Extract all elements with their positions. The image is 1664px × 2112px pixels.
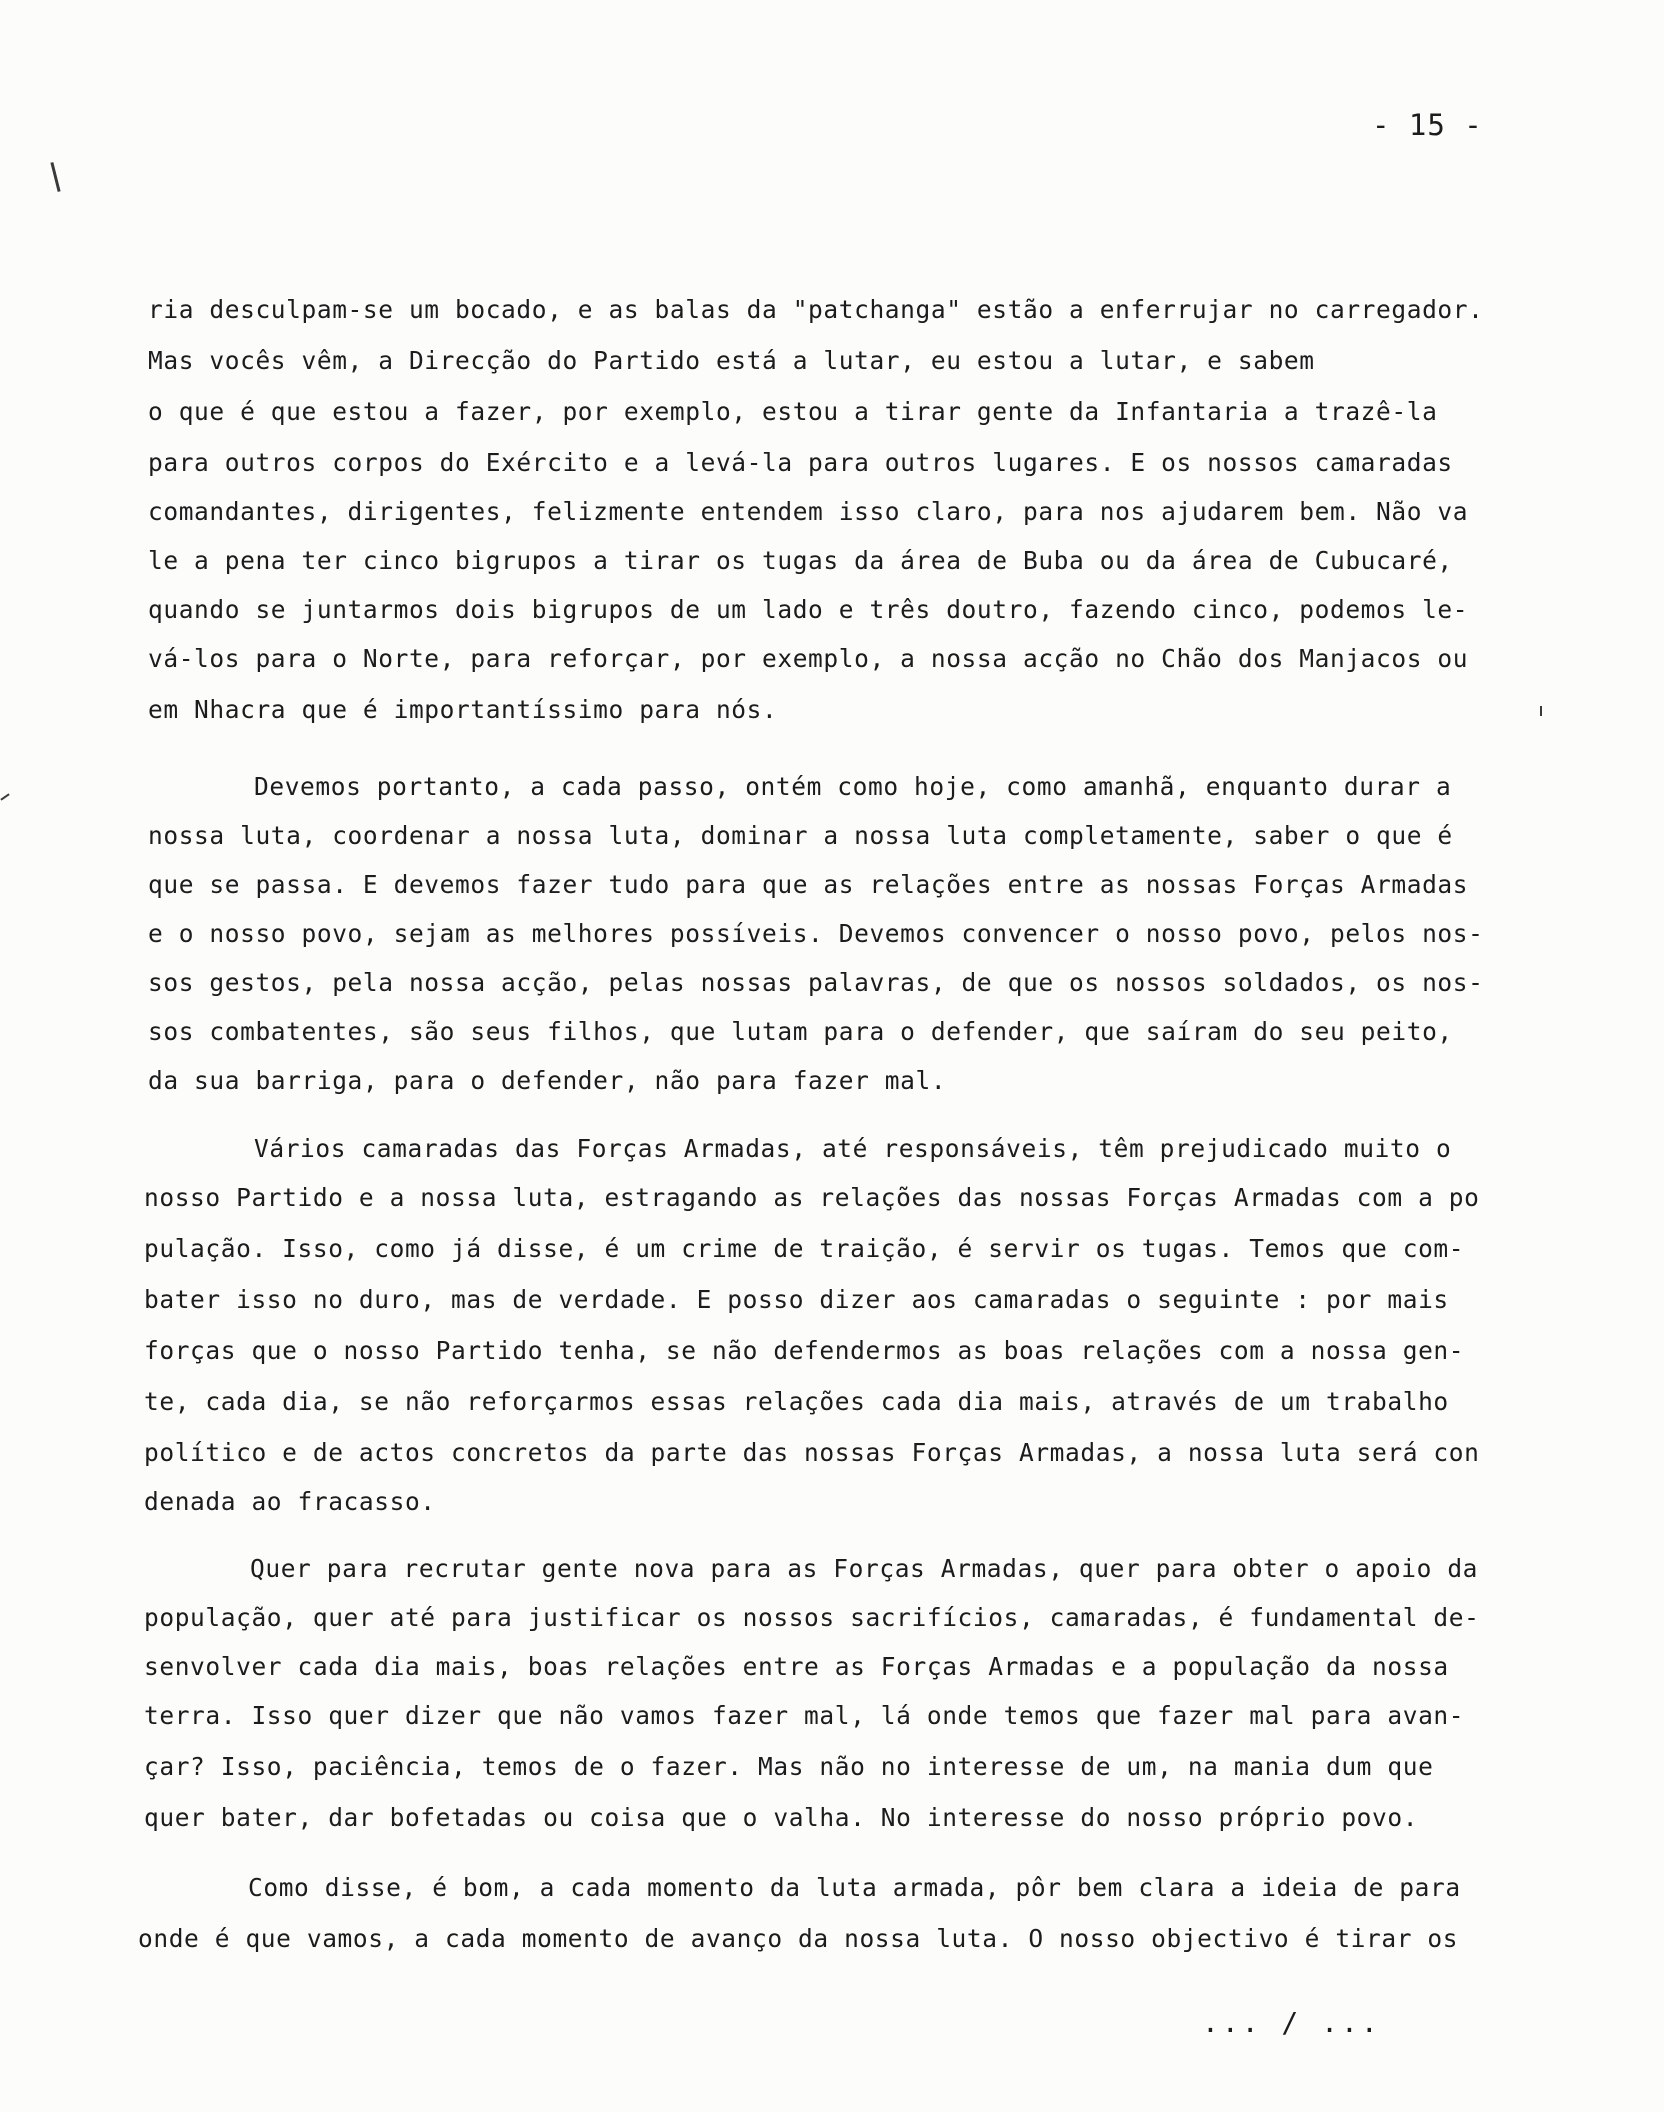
text-line: Vários camaradas das Forças Armadas, até responsáveis, têm prejudicado muito o: [254, 1134, 1452, 1163]
text-line: político e de actos concretos da parte das nossas Forças Armadas, a nossa luta será con: [144, 1438, 1480, 1467]
text-line: população, quer até para justificar os nossos sacrifícios, camaradas, é fundamental de-: [144, 1603, 1480, 1632]
text-line: onde é que vamos, a cada momento de avanço da nossa luta. O nosso objectivo é tirar os: [138, 1924, 1459, 1953]
text-line: Quer para recrutar gente nova para as Forças Armadas, quer para obter o apoio da: [250, 1554, 1479, 1583]
text-line: çar? Isso, paciência, temos de o fazer. Mas não no interesse de um, na mania dum que: [144, 1752, 1434, 1781]
text-line: em Nhacra que é importantíssimo para nós.: [148, 695, 778, 724]
text-line: pulação. Isso, como já disse, é um crime de traição, é servir os tugas. Temos que com-: [144, 1234, 1465, 1263]
text-line: nosso Partido e a nossa luta, estragando as relações das nossas Forças Armadas com a po: [144, 1183, 1480, 1212]
scan-artifact-mark: [1540, 706, 1542, 716]
page-number: - 15 -: [1372, 108, 1483, 142]
text-line: vá-los para o Norte, para reforçar, por exemplo, a nossa acção no Chão dos Manjacos ou: [148, 644, 1469, 673]
text-line: Devemos portanto, a cada passo, ontém como hoje, como amanhã, enquanto durar a: [254, 772, 1452, 801]
text-line: quando se juntarmos dois bigrupos de um lado e três doutro, fazendo cinco, podemos le-: [148, 595, 1469, 624]
text-line: sos combatentes, são seus filhos, que lutam para o defender, que saíram do seu peito,: [148, 1017, 1453, 1046]
text-line: le a pena ter cinco bigrupos a tirar os tugas da área de Buba ou da área de Cubucaré,: [148, 546, 1453, 575]
text-line: o que é que estou a fazer, por exemplo, estou a tirar gente da Infantaria a trazê-la: [148, 397, 1438, 426]
text-line: nossa luta, coordenar a nossa luta, dominar a nossa luta completamente, saber o que é: [148, 821, 1453, 850]
scan-artifact-mark: [0, 793, 9, 800]
text-line: e o nosso povo, sejam as melhores possíveis. Devemos convencer o nosso povo, pelos nos-: [148, 919, 1484, 948]
scan-artifact-mark: [50, 162, 60, 192]
text-line: comandantes, dirigentes, felizmente entendem isso claro, para nos ajudarem bem. Não va: [148, 497, 1469, 526]
text-line: quer bater, dar bofetadas ou coisa que o valha. No interesse do nosso próprio povo.: [144, 1803, 1419, 1832]
text-line: denada ao fracasso.: [144, 1487, 436, 1516]
text-line: que se passa. E devemos fazer tudo para que as relações entre as nossas Forças Armadas: [148, 870, 1469, 899]
text-line: Como disse, é bom, a cada momento da luta armada, pôr bem clara a ideia de para: [248, 1873, 1461, 1902]
continuation-mark: ... / ...: [1202, 2006, 1381, 2039]
text-line: da sua barriga, para o defender, não para fazer mal.: [148, 1066, 947, 1095]
text-line: te, cada dia, se não reforçarmos essas relações cada dia mais, através de um trabalho: [144, 1387, 1449, 1416]
text-line: Mas vocês vêm, a Direcção do Partido está a lutar, eu estou a lutar, e sabem: [148, 346, 1315, 375]
text-line: bater isso no duro, mas de verdade. E posso dizer aos camaradas o seguinte : por mais: [144, 1285, 1449, 1314]
text-line: sos gestos, pela nossa acção, pelas nossas palavras, de que os nossos soldados, os nos-: [148, 968, 1484, 997]
text-line: para outros corpos do Exército e a levá-la para outros lugares. E os nossos camaradas: [148, 448, 1453, 477]
text-line: senvolver cada dia mais, boas relações entre as Forças Armadas e a população da nossa: [144, 1652, 1449, 1681]
text-line: forças que o nosso Partido tenha, se não defendermos as boas relações com a nossa gen-: [144, 1336, 1465, 1365]
text-line: ria desculpam-se um bocado, e as balas da "patchanga" estão a enferrujar no carregador.: [148, 295, 1484, 324]
text-line: terra. Isso quer dizer que não vamos fazer mal, lá onde temos que fazer mal para avan-: [144, 1701, 1465, 1730]
